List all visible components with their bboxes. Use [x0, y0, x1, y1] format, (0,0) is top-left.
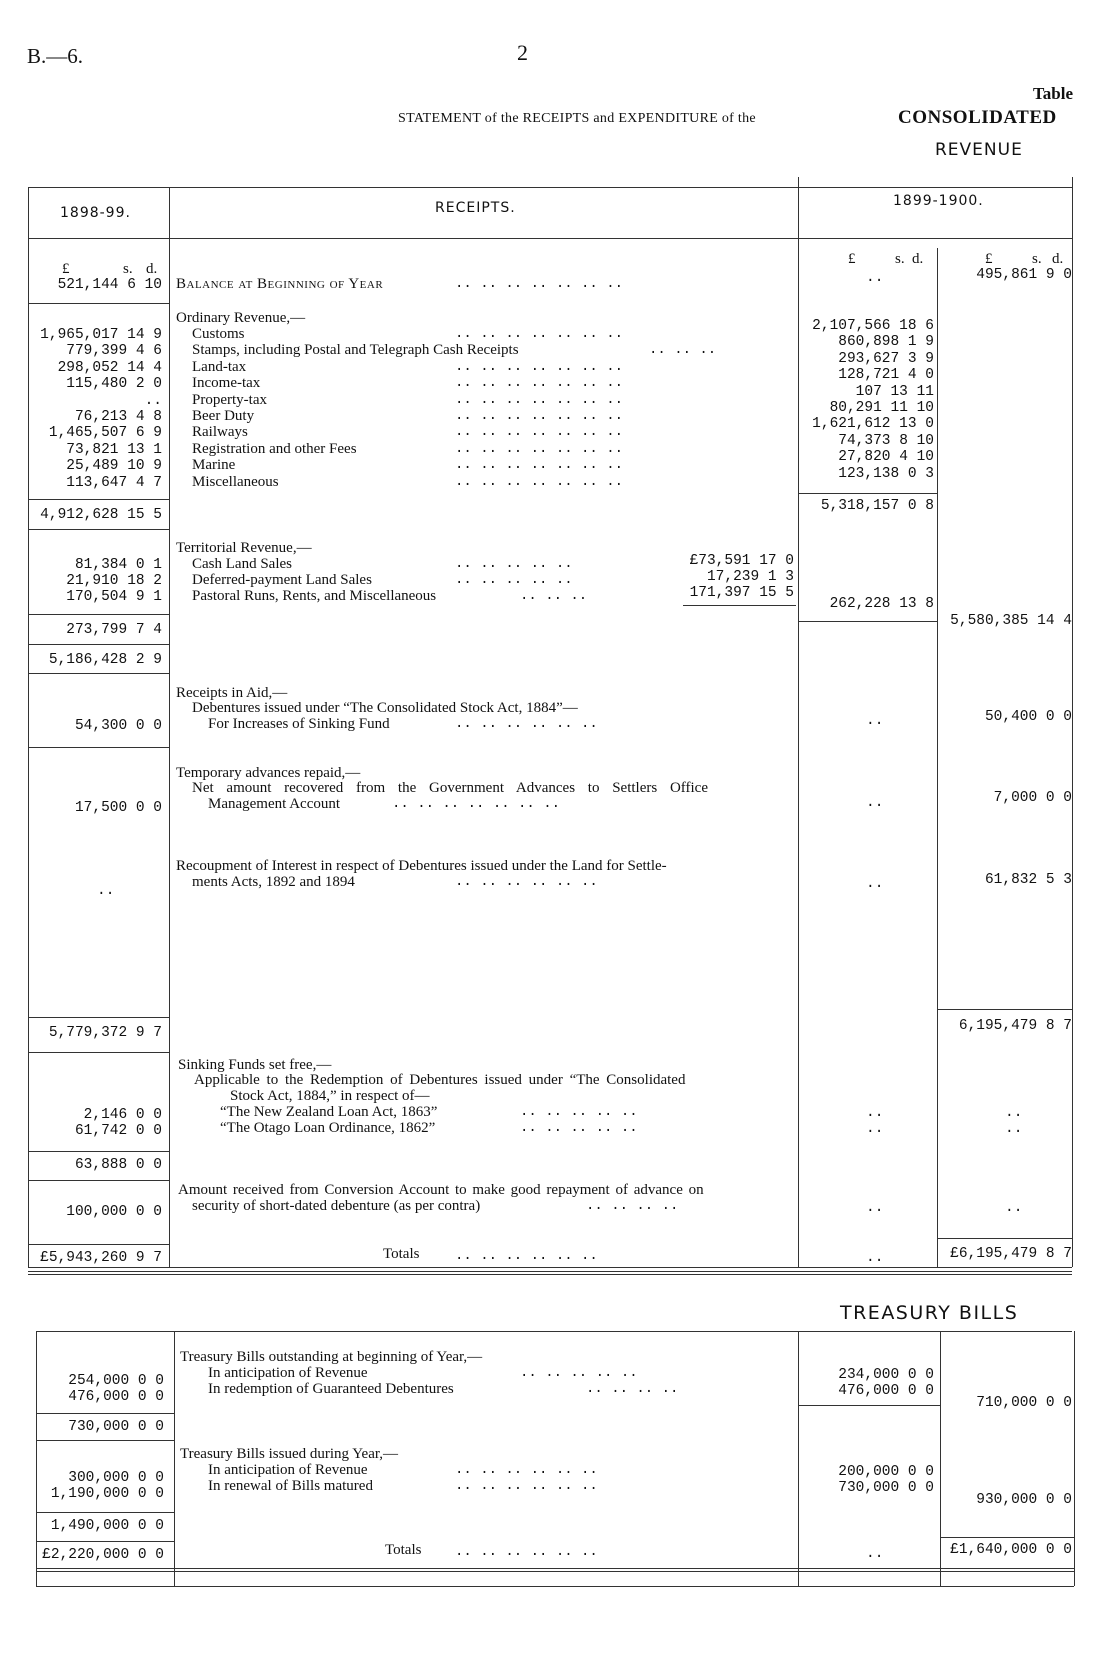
leader-dots: .. .. .. .. .. ..: [455, 716, 598, 732]
ordinary-curr-value: 80,291 11 10: [829, 400, 934, 416]
territorial-mid-rule: [798, 621, 937, 622]
temp-curr: 7,000 0 0: [993, 790, 1072, 806]
pence-curr: d.: [1052, 251, 1064, 267]
sinking-line1: Applicable to the Redemption of Debentures issued under “The Consolidated: [194, 1072, 686, 1088]
total-a-prev: 5,779,372 9 7: [48, 1025, 162, 1041]
conversion-curr: ..: [1005, 1200, 1023, 1216]
territorial-sub-value: 171,397 15 5: [689, 585, 794, 601]
leader-dots: .. .. .. .. .. ..: [455, 1462, 598, 1478]
aid-prev: 54,300 0 0: [74, 718, 162, 734]
recoup-line1: Recoupment of Interest in respect of Debentures issued under the Land for Settle-: [176, 858, 667, 874]
header-receipts: RECEIPTS.: [435, 200, 516, 216]
issued-prev-total: 1,490,000 0 0: [50, 1518, 164, 1534]
treasury-double-rule: [36, 1568, 1074, 1569]
leader-dots: .. .. .. .. .. .. ..: [455, 375, 624, 392]
ordinary-item-label: Property-tax: [192, 391, 267, 408]
conversion-line1: Amount received from Conversion Account to make good repayment of advance on: [178, 1182, 704, 1198]
ordinary-curr-value: 123,138 0 3: [838, 465, 934, 482]
ordinary-curr-value: 27,820 4 10: [838, 449, 934, 466]
treasury-totals-mid: ..: [866, 1546, 884, 1562]
mid-col-rule: [937, 248, 938, 1267]
ordinary-prev-value: 113,647 4 7: [66, 474, 162, 491]
ordinary-curr-value: 107 13 11: [855, 383, 934, 400]
territorial-prev-total: 273,799 7 4: [66, 622, 162, 638]
leader-dots: .. .. .. .. .. .. ..: [455, 276, 624, 292]
totals-curr-rule: [937, 1238, 1072, 1239]
ordinary-item-label: Marine: [192, 457, 236, 474]
right-rule: [1072, 177, 1073, 1267]
leader-dots: .. .. .. .. .. .. ..: [455, 408, 624, 424]
totals-double-rule: [28, 1271, 1072, 1272]
pence-prev: d.: [146, 261, 158, 277]
ordinary-prev-value: 73,821 13 1: [66, 441, 162, 458]
balance-curr: 495,861 9 0: [976, 267, 1072, 283]
leader-dots: .. .. .. .. .. ..: [455, 1248, 598, 1264]
receipts-col-rule: [798, 177, 799, 1267]
conversion-prev: 100,000 0 0: [66, 1204, 162, 1220]
outstanding-mid-value: 476,000 0 0: [838, 1383, 934, 1399]
ordinary-item-label: Income-tax: [192, 375, 261, 392]
ordinary-curr-value: 1,621,612 13 0: [812, 416, 934, 433]
shillings-prev: s.: [123, 261, 133, 277]
header-prev-year: 1898-99.: [60, 205, 131, 221]
ordinary-prev-value: 1,965,017 14 9: [40, 327, 162, 343]
issued-curr-rule: [940, 1537, 1074, 1538]
balance-prev: 521,144 6 10: [57, 277, 162, 293]
leader-dots: .. .. ..: [649, 342, 717, 359]
ordinary-prev-value: 779,399 4 6: [66, 343, 162, 360]
sinking-prev-value: 61,742 0 0: [74, 1123, 162, 1139]
totals-curr: £6,195,479 8 7: [950, 1246, 1072, 1262]
outstanding-mid-value: 234,000 0 0: [838, 1367, 934, 1383]
totals-prev: £5,943,260 9 7: [40, 1250, 162, 1266]
issued-total-rule: [36, 1541, 174, 1542]
ordinary-mid-rule: [798, 493, 937, 494]
outstanding-prev-value: 254,000 0 0: [68, 1373, 164, 1389]
ordinary-prev-total: 4,912,628 15 5: [40, 507, 162, 523]
ordinary-prev-value: 1,465,507 6 9: [48, 425, 162, 442]
treasury-prev-rule: [174, 1331, 175, 1586]
outstanding-total-rule: [36, 1440, 174, 1441]
issued-item-label: In anticipation of Revenue: [208, 1462, 368, 1478]
temp-line1: Net amount recovered from the Government Advances to Settlers Office: [192, 780, 708, 796]
leader-dots: .. .. .. .. .. .. ..: [455, 358, 624, 375]
ordinary-curr-total: 5,318,157 0 8: [820, 498, 934, 514]
treasury-totals-prev: £2,220,000 0 0: [42, 1547, 164, 1563]
subtotal-prev: 5,186,428 2 9: [48, 652, 162, 668]
sinking-heading: Sinking Funds set free,—: [178, 1057, 332, 1073]
outstanding-mid-rule: [798, 1405, 940, 1406]
shillings-mid: s.: [895, 251, 905, 267]
ordinary-curr-value: 2,107,566 18 6: [812, 318, 934, 334]
leader-dots: .. .. .. .. .. .. ..: [455, 440, 624, 457]
sinking-curr-value: ..: [1005, 1121, 1023, 1137]
leader-dots: .. .. .. .. ..: [455, 572, 573, 588]
leader-dots: .. .. .. .. .. .. ..: [455, 473, 624, 490]
treasury-left-rule: [36, 1331, 37, 1586]
issued-item-label: In renewal of Bills matured: [208, 1478, 373, 1494]
issued-curr-total: 930,000 0 0: [976, 1492, 1072, 1508]
revenue-subtitle: REVENUE: [935, 140, 1023, 160]
subtotal-bottom-rule: [28, 673, 169, 674]
page-number: 2: [517, 40, 528, 65]
sinking-prev-total: 63,888 0 0: [74, 1157, 162, 1173]
balance-label: Balance at Beginning of Year: [176, 276, 384, 292]
total-a-curr: 6,195,479 8 7: [958, 1018, 1072, 1034]
shillings-curr: s.: [1032, 251, 1042, 267]
ordinary-item-label: Railways: [192, 424, 248, 441]
table-label: Table: [1033, 84, 1074, 103]
sinking-curr-value: ..: [1005, 1105, 1023, 1121]
temp-heading: Temporary advances repaid,—: [176, 765, 361, 781]
territorial-item-label: Pastoral Runs, Rents, and Miscellaneous: [192, 588, 437, 604]
ordinary-curr-value: 860,898 1 9: [838, 334, 934, 351]
currency-mid: £: [848, 251, 856, 267]
sinking-line2: Stock Act, 1884,” in respect of—: [230, 1088, 430, 1104]
ordinary-prev-value: 115,480 2 0: [66, 376, 162, 393]
territorial-sub-rule: [683, 605, 796, 606]
subtotal-rule: [28, 644, 169, 645]
recoup-mid: ..: [866, 876, 884, 892]
balance-mid: ..: [866, 270, 884, 286]
ordinary-heading: Ordinary Revenue,—: [176, 310, 306, 326]
leader-dots: .. .. .. .. .. ..: [455, 1478, 598, 1494]
leader-dots: .. .. .. .. ..: [520, 1104, 638, 1120]
territorial-prev-value: 170,504 9 1: [66, 589, 162, 605]
leader-dots: .. .. .. .. .. .. ..: [455, 424, 624, 441]
fund-heading: CONSOLIDATED: [898, 107, 1057, 128]
ordinary-item-label: Beer Duty: [192, 408, 255, 424]
ordinary-total-rule: [28, 529, 169, 530]
totals-prev-rule: [28, 1244, 169, 1245]
issued-heading: Treasury Bills issued during Year,—: [180, 1446, 399, 1462]
ordinary-prev-value: 76,213 4 8: [74, 409, 162, 425]
conversion-mid: ..: [866, 1200, 884, 1216]
ordinary-item-label: Stamps, including Postal and Telegraph Cash Receipts: [192, 342, 519, 359]
treasury-double-rule-2: [36, 1571, 1074, 1572]
leader-dots: .. .. .. ..: [586, 1198, 679, 1214]
recoup-line2: ments Acts, 1892 and 1894: [192, 874, 355, 890]
conversion-line2: security of short-dated debenture (as per contra): [192, 1198, 481, 1214]
treasury-right-rule: [1074, 1331, 1075, 1586]
ordinary-prev-value: 298,052 14 4: [57, 359, 162, 376]
issued-prev-value: 1,190,000 0 0: [50, 1486, 164, 1502]
aid-heading: Receipts in Aid,—: [176, 685, 288, 701]
ordinary-rule: [28, 499, 169, 500]
leader-dots: .. .. .. .. .. .. ..: [392, 796, 561, 812]
ordinary-curr-value: 128,721 4 0: [838, 367, 934, 384]
territorial-rule: [28, 614, 169, 615]
ordinary-item-label: Registration and other Fees: [192, 440, 357, 457]
total-a-bottom-rule: [28, 1052, 169, 1053]
ordinary-curr-value: 293,627 3 9: [838, 350, 934, 367]
page-reference: B.—6.: [27, 44, 84, 68]
total-a-prev-rule: [28, 1017, 169, 1018]
table-top-rule: [28, 187, 1072, 188]
recoup-prev: ..: [97, 883, 115, 899]
leader-dots: .. .. .. .. .. .. ..: [455, 326, 624, 342]
sinking-prev-value: 2,146 0 0: [83, 1107, 162, 1123]
totals-double-rule-2: [28, 1274, 1072, 1275]
ordinary-item-label: Land-tax: [192, 358, 247, 375]
leader-dots: .. .. ..: [520, 588, 588, 604]
left-rule: [28, 187, 29, 1267]
sinking-item-label: “The Otago Loan Ordinance, 1862”: [220, 1120, 436, 1136]
treasury-mid-rule: [940, 1331, 941, 1586]
outstanding-prev-total: 730,000 0 0: [68, 1419, 164, 1435]
currency-prev: £: [62, 261, 70, 277]
treasury-totals-curr: £1,640,000 0 0: [950, 1542, 1072, 1558]
sinking-mid-value: ..: [866, 1105, 884, 1121]
header-curr-year: 1899-1900.: [893, 193, 984, 209]
outstanding-prev-value: 476,000 0 0: [68, 1389, 164, 1405]
aid-curr: 50,400 0 0: [984, 709, 1072, 725]
issued-prev-rule: [36, 1512, 174, 1513]
leader-dots: .. .. .. .. .. ..: [455, 1544, 598, 1560]
totals-label: Totals: [383, 1246, 420, 1262]
pence-mid: d.: [912, 251, 924, 267]
temp-prev: 17,500 0 0: [74, 800, 162, 816]
issued-mid-value: 730,000 0 0: [838, 1480, 934, 1496]
treasury-totals-label: Totals: [385, 1542, 422, 1558]
treasury-receipts-rule: [798, 1331, 799, 1586]
territorial-sub-value: £73,591 17 0: [689, 553, 794, 569]
aid-line1: Debentures issued under “The Consolidated Stock Act, 1884”—: [192, 700, 578, 716]
issued-mid-value: 200,000 0 0: [838, 1464, 934, 1480]
outstanding-item-label: In redemption of Guaranteed Debentures: [208, 1381, 454, 1397]
ordinary-prev-value: ..: [144, 392, 162, 409]
territorial-sub-value: 17,239 1 3: [706, 569, 794, 585]
total-a-curr-rule: [937, 1009, 1072, 1010]
leader-dots: .. .. .. .. ..: [455, 556, 573, 572]
sinking-mid-value: ..: [866, 1121, 884, 1137]
currency-curr: £: [985, 251, 993, 267]
outstanding-prev-rule: [36, 1413, 174, 1414]
outstanding-curr-total: 710,000 0 0: [976, 1395, 1072, 1411]
temp-line2: Management Account: [208, 796, 341, 812]
territorial-curr-total: 262,228 13 8: [829, 596, 934, 612]
prev-col-rule: [169, 187, 170, 1267]
aid-line2: For Increases of Sinking Fund: [208, 716, 390, 732]
temp-mid: ..: [866, 795, 884, 811]
statement-heading: STATEMENT of the RECEIPTS and EXPENDITURE of the: [398, 111, 756, 126]
territorial-item-label: Deferred-payment Land Sales: [192, 572, 372, 588]
sinking-rule: [28, 1151, 169, 1152]
outstanding-heading: Treasury Bills outstanding at beginning of Year,—: [180, 1349, 483, 1365]
sinking-total-rule: [28, 1180, 169, 1181]
issued-prev-value: 300,000 0 0: [68, 1470, 164, 1486]
revenue-total: 5,580,385 14 4: [950, 613, 1072, 629]
territorial-heading: Territorial Revenue,—: [176, 540, 312, 556]
territorial-prev-value: 21,910 18 2: [66, 573, 162, 589]
recoup-curr: 61,832 5 3: [984, 872, 1072, 888]
territorial-prev-value: 81,384 0 1: [74, 557, 162, 573]
ordinary-prev-value: 25,489 10 9: [66, 458, 162, 475]
leader-dots: .. .. .. .. .. .. ..: [455, 391, 624, 408]
sinking-item-label: “The New Zealand Loan Act, 1863”: [220, 1104, 438, 1120]
leader-dots: .. .. .. .. .. ..: [455, 874, 598, 890]
treasury-bottom-rule: [36, 1586, 1074, 1587]
aid-rule: [28, 747, 169, 748]
leader-dots: .. .. .. ..: [586, 1381, 679, 1397]
ordinary-item-label: Miscellaneous: [192, 473, 279, 490]
treasury-title: TREASURY BILLS: [840, 1302, 1019, 1324]
aid-mid: ..: [866, 713, 884, 729]
leader-dots: .. .. .. .. ..: [520, 1365, 638, 1381]
leader-dots: .. .. .. .. .. .. ..: [455, 457, 624, 474]
outstanding-item-label: In anticipation of Revenue: [208, 1365, 368, 1381]
header-rule: [28, 238, 1072, 239]
balance-rule: [28, 303, 169, 304]
treasury-top-rule: [36, 1331, 1072, 1332]
totals-mid: ..: [866, 1250, 884, 1266]
ordinary-item-label: Customs: [192, 326, 245, 342]
ordinary-curr-value: 74,373 8 10: [838, 432, 934, 449]
table-bottom-rule: [28, 1267, 1072, 1268]
territorial-item-label: Cash Land Sales: [192, 556, 292, 572]
leader-dots: .. .. .. .. ..: [520, 1120, 638, 1136]
